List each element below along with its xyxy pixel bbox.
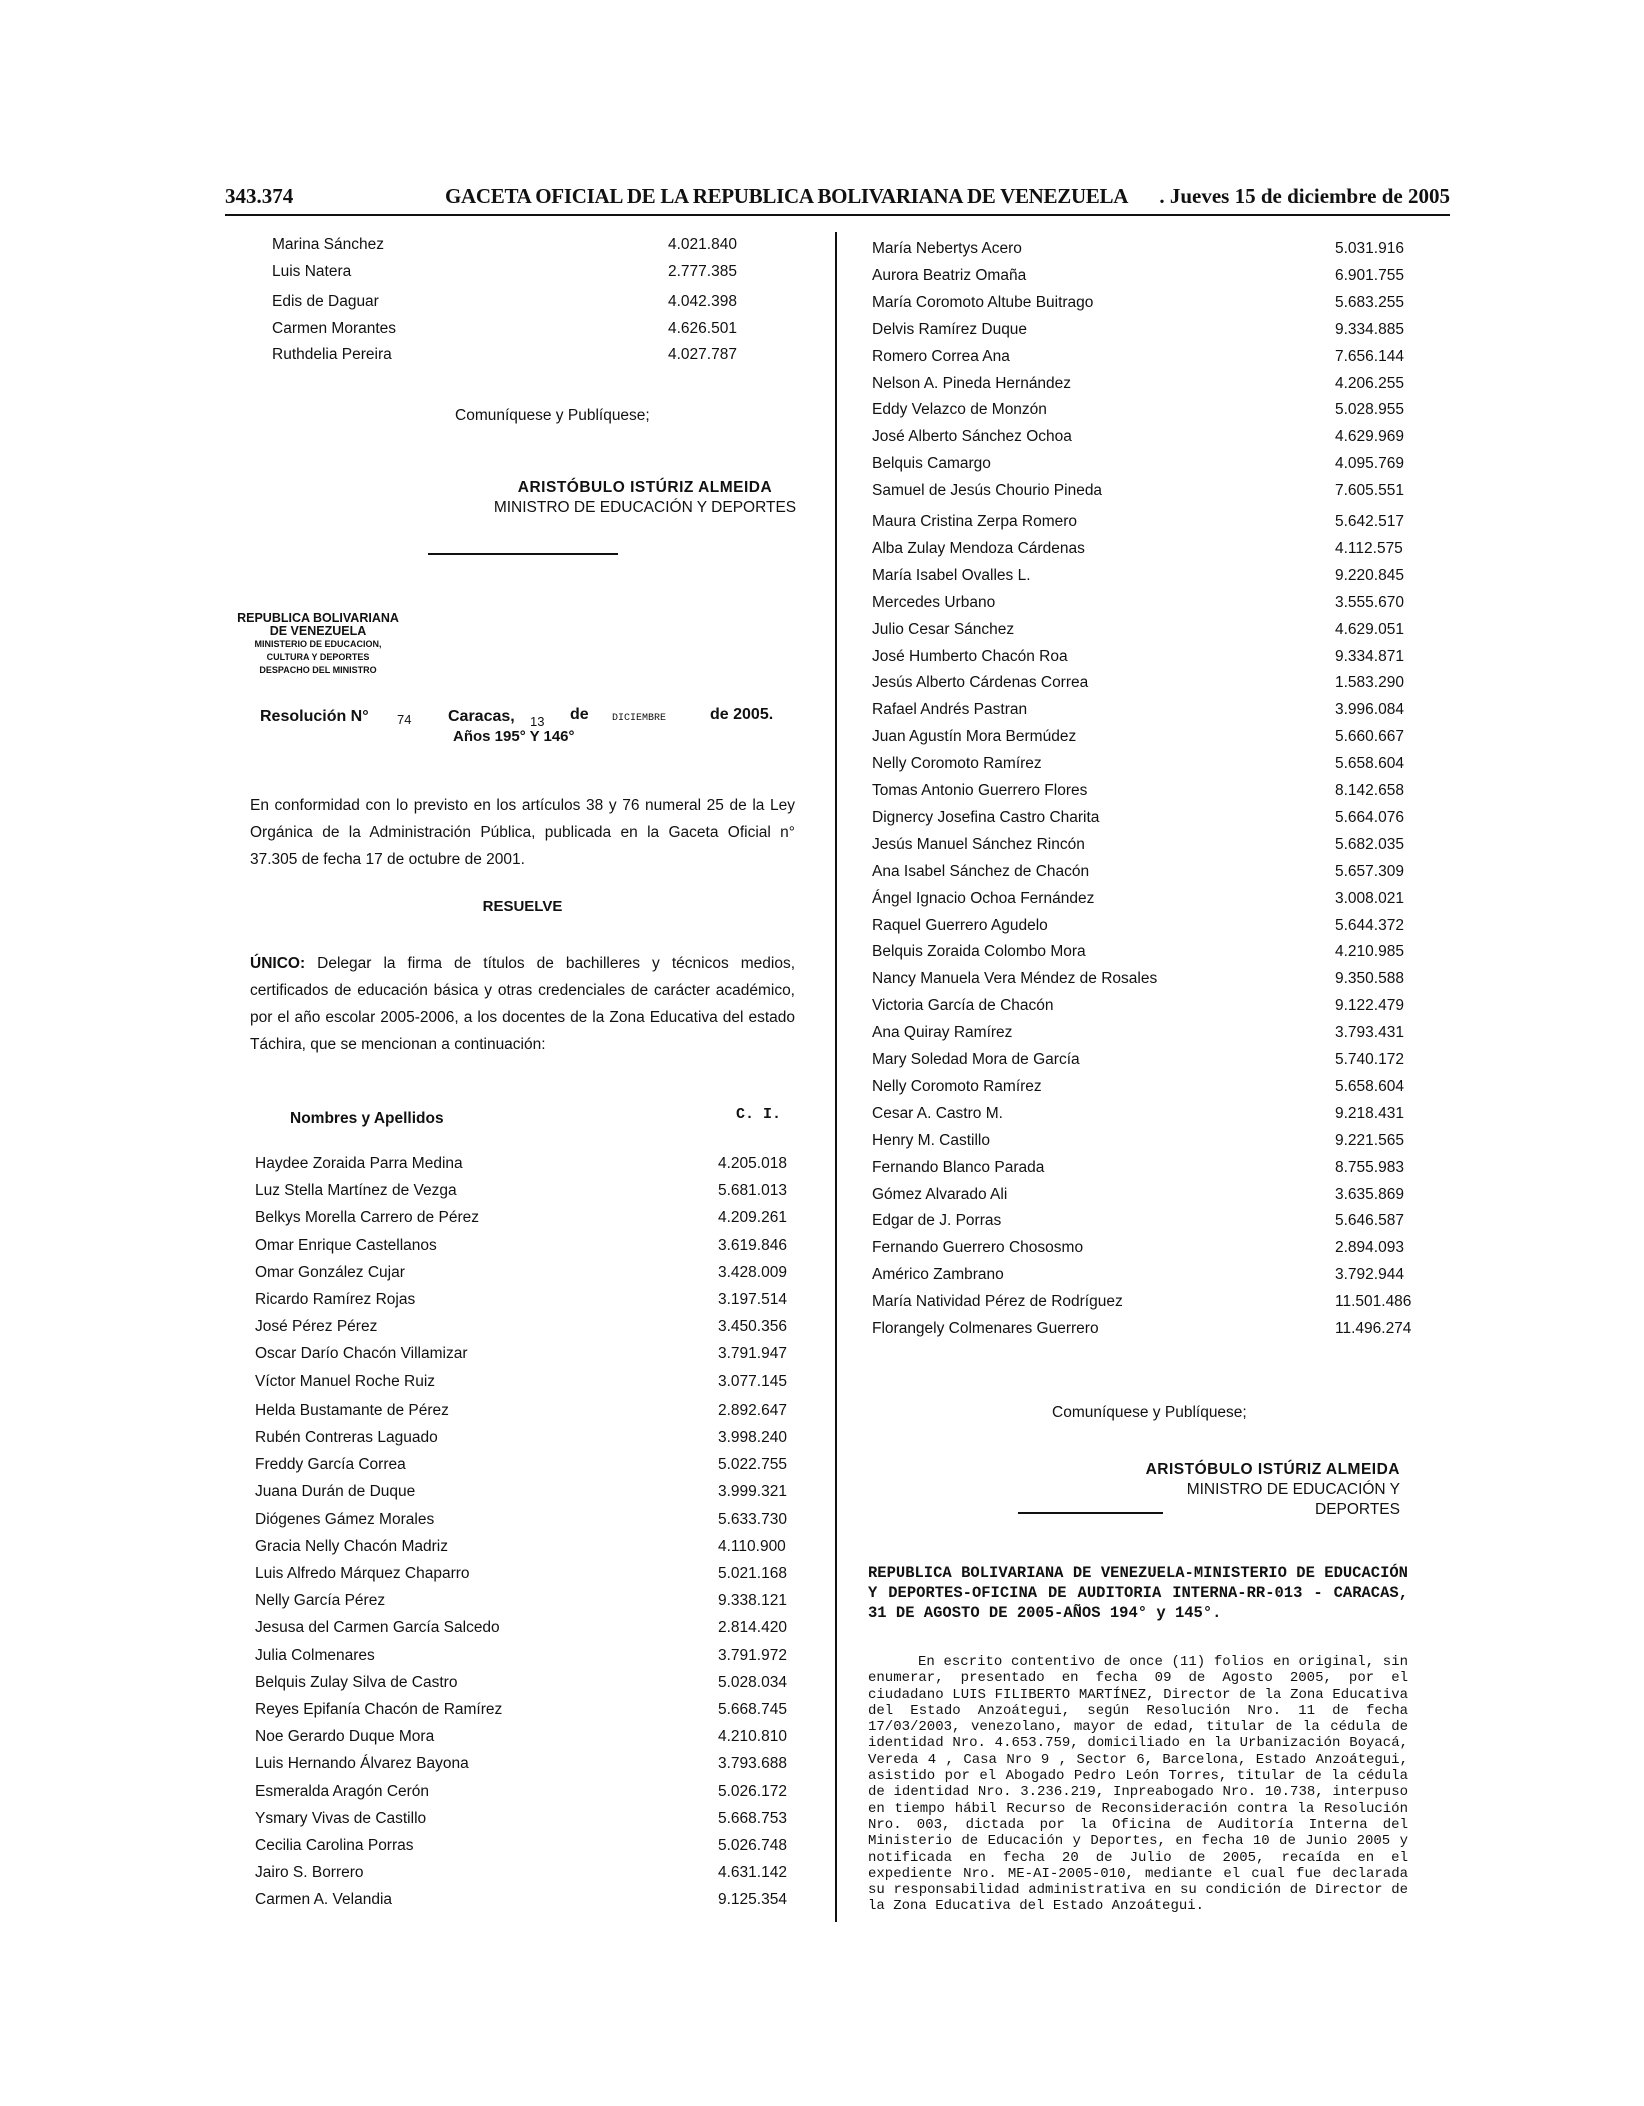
- identity-card-number: 8.142.658: [1335, 782, 1404, 799]
- person-name: Américo Zambrano: [872, 1266, 1004, 1284]
- identity-card-number: 5.031.916: [1335, 240, 1404, 257]
- identity-card-number: 9.221.565: [1335, 1131, 1404, 1149]
- person-name: Ysmary Vivas de Castillo: [255, 1809, 427, 1827]
- person-name: Rafael Andrés Pastran: [872, 701, 1028, 719]
- identity-card-number: 4.027.787: [668, 346, 737, 363]
- list-item: [255, 1891, 828, 1913]
- resolution-year: de 2005.: [710, 706, 774, 723]
- person-name: Ricardo Ramírez Rojas: [255, 1291, 416, 1308]
- column-divider: [835, 232, 837, 1922]
- list-item: [255, 1483, 828, 1505]
- identity-card-number: 3.428.009: [718, 1263, 787, 1281]
- person-name: Luis Natera: [272, 262, 352, 280]
- resolution-day: 13: [530, 714, 545, 729]
- signatory-name: ARISTÓBULO ISTÚRIZ ALMEIDA: [517, 479, 773, 496]
- unico-paragraph: [250, 950, 795, 1058]
- person-name: Rubén Contreras Laguado: [255, 1429, 438, 1446]
- gazette-title: GACETA OFICIAL DE LA REPUBLICA BOLIVARIANA DE VENEZUELA: [445, 184, 1129, 208]
- list-item: [872, 755, 1445, 777]
- identity-card-number: 4.209.261: [718, 1209, 787, 1227]
- person-name: Florangely Colmenares Guerrero: [872, 1320, 1099, 1337]
- person-name: Ruthdelia Pereira: [272, 346, 392, 363]
- signatory-title: MINISTRO DE EDUCACIÓN Y DEPORTES: [1186, 1481, 1400, 1518]
- person-name: Jesusa del Carmen García Salcedo: [255, 1619, 500, 1637]
- letterhead-line: MINISTERIO DE EDUCACION,: [254, 639, 382, 649]
- list-item: [872, 1212, 1445, 1234]
- list-item: [255, 1783, 828, 1805]
- person-name: Omar González Cujar: [255, 1263, 405, 1281]
- identity-card-number: 3.999.321: [718, 1483, 787, 1501]
- person-name: María Coromoto Altube Buitrago: [872, 293, 1094, 311]
- list-item: [272, 293, 778, 315]
- list-item: [255, 1402, 828, 1424]
- identity-card-number: 3.197.514: [718, 1291, 787, 1308]
- resolution-place: Caracas,: [448, 708, 515, 725]
- identity-card-number: 5.658.604: [1335, 1077, 1404, 1095]
- list-item: [872, 943, 1445, 965]
- identity-card-number: 4.112.575: [1335, 539, 1403, 557]
- list-item: [255, 1592, 828, 1614]
- identity-card-number: 5.668.745: [718, 1701, 787, 1718]
- person-name: Marina Sánchez: [272, 236, 385, 253]
- identity-card-number: 5.026.172: [718, 1782, 787, 1800]
- person-name: Juan Agustín Mora Bermúdez: [872, 728, 1077, 746]
- list-item: [872, 1051, 1445, 1073]
- list-item: [872, 428, 1445, 450]
- signature-block-2: [1100, 1460, 1400, 1520]
- letterhead-line: DESPACHO DEL MINISTRO: [259, 665, 377, 675]
- person-name: Samuel de Jesús Chourio Pineda: [872, 482, 1103, 500]
- person-name: Esmeralda Aragón Cerón: [255, 1782, 430, 1800]
- identity-card-number: 9.220.845: [1335, 566, 1404, 584]
- person-name: Luis Hernando Álvarez Bayona: [255, 1755, 469, 1773]
- person-name: María Isabel Ovalles L.: [872, 566, 1031, 584]
- list-item: [872, 1293, 1445, 1315]
- person-name: Luz Stella Martínez de Vezga: [255, 1182, 457, 1200]
- person-name: Delvis Ramírez Duque: [872, 320, 1028, 338]
- list-item: [872, 1024, 1445, 1046]
- column-header-ci: C. I.: [736, 1106, 782, 1123]
- list-item: [872, 917, 1445, 939]
- resuelve-heading: RESUELVE: [482, 898, 563, 915]
- identity-card-number: 4.626.501: [668, 319, 737, 337]
- identity-card-number: 8.755.983: [1335, 1158, 1404, 1176]
- identity-card-number: 5.642.517: [1335, 513, 1404, 530]
- separator-rule-1: [428, 553, 618, 555]
- list-item: [872, 863, 1445, 885]
- person-name: Raquel Guerrero Agudelo: [872, 916, 1048, 934]
- list-item: [872, 321, 1445, 343]
- person-name: Alba Zulay Mendoza Cárdenas: [872, 539, 1085, 557]
- person-name: Cecilia Carolina Porras: [255, 1837, 414, 1854]
- header-rule: [225, 214, 1450, 216]
- person-name: Belquis Zulay Silva de Castro: [255, 1673, 458, 1691]
- list-item: [255, 1345, 828, 1367]
- identity-card-number: 4.110.900: [718, 1537, 786, 1555]
- separator-rule-2: [1018, 1512, 1163, 1514]
- list-item: [872, 728, 1445, 750]
- identity-card-number: 5.681.013: [718, 1182, 787, 1200]
- identity-card-number: 5.028.955: [1335, 401, 1404, 419]
- person-name: Carmen A. Velandia: [255, 1891, 393, 1909]
- identity-card-number: 4.042.398: [668, 293, 737, 310]
- person-name: Luis Alfredo Márquez Chaparro: [255, 1565, 470, 1582]
- list-item: [872, 1159, 1445, 1181]
- identity-card-number: 5.022.755: [718, 1456, 787, 1474]
- list-item: [255, 1701, 828, 1723]
- list-item: [255, 1674, 828, 1696]
- person-name: María Natividad Pérez de Rodríguez: [872, 1293, 1123, 1311]
- identity-card-number: 9.338.121: [718, 1592, 787, 1610]
- letterhead-line: REPUBLICA BOLIVARIANA: [237, 611, 399, 625]
- list-item: [872, 1078, 1445, 1100]
- closing-text-1: Comuníquese y Publíquese;: [455, 407, 650, 424]
- person-name: Mercedes Urbano: [872, 593, 996, 611]
- person-name: José Pérez Pérez: [255, 1318, 378, 1336]
- identity-card-number: 9.334.885: [1335, 320, 1404, 338]
- list-item: [255, 1647, 828, 1669]
- list-item: [255, 1837, 828, 1859]
- list-item: [872, 482, 1445, 504]
- person-name: Julio Cesar Sánchez: [872, 620, 1015, 638]
- person-name: José Humberto Chacón Roa: [872, 647, 1068, 665]
- person-name: Fernando Guerrero Chososmo: [872, 1239, 1084, 1257]
- list-item: [872, 567, 1445, 589]
- person-name: Nancy Manuela Vera Méndez de Rosales: [872, 970, 1158, 988]
- person-name: Oscar Darío Chacón Villamizar: [255, 1345, 468, 1363]
- identity-card-number: 7.605.551: [1335, 482, 1404, 500]
- signature-block-1: [480, 478, 810, 518]
- page-number: 343.374: [225, 184, 294, 208]
- identity-card-number: 2.777.385: [668, 262, 737, 280]
- person-name: Freddy García Correa: [255, 1456, 406, 1474]
- person-name: Cesar A. Castro M.: [872, 1104, 1003, 1122]
- identity-card-number: 9.350.588: [1335, 970, 1404, 988]
- list-item: [872, 621, 1445, 643]
- person-name: Victoria García de Chacón: [872, 997, 1054, 1015]
- person-name: Belquis Camargo: [872, 455, 991, 473]
- list-item: [872, 782, 1445, 804]
- person-name: Gracia Nelly Chacón Madriz: [255, 1537, 448, 1555]
- identity-card-number: 3.008.021: [1335, 889, 1404, 907]
- person-name: Maura Cristina Zerpa Romero: [872, 513, 1078, 530]
- unico-text: Delegar la firma de títulos de bachilleres y técnicos medios, certificados de educación básica y otras credenciales de carácter académico, por el año escolar 2005-2006, a los docentes de la Zona Educativa del estado Táchira, que se mencionan a continuación:: [250, 955, 795, 1053]
- person-name: Diógenes Gámez Morales: [255, 1510, 435, 1528]
- person-name: Jairo S. Borrero: [255, 1864, 364, 1882]
- identity-card-number: 11.496.274: [1335, 1320, 1412, 1337]
- list-item: [255, 1182, 828, 1204]
- column-header-names: Nombres y Apellidos: [290, 1110, 444, 1127]
- identity-card-number: 11.501.486: [1335, 1293, 1412, 1311]
- identity-card-number: 3.996.084: [1335, 701, 1404, 719]
- identity-card-number: 5.658.604: [1335, 755, 1404, 773]
- person-name: Dignercy Josefina Castro Charita: [872, 808, 1100, 826]
- person-name: Ana Isabel Sánchez de Chacón: [872, 862, 1090, 880]
- person-name: Omar Enrique Castellanos: [255, 1236, 437, 1254]
- identity-card-number: 5.028.034: [718, 1673, 787, 1691]
- list-item: [872, 1132, 1445, 1154]
- list-item: [872, 809, 1445, 831]
- person-name: Reyes Epifanía Chacón de Ramírez: [255, 1701, 503, 1718]
- list-item: [872, 1239, 1445, 1261]
- identity-card-number: 6.901.755: [1335, 266, 1404, 284]
- list-item: [255, 1429, 828, 1451]
- identity-card-number: 9.218.431: [1335, 1104, 1404, 1122]
- person-name: Henry M. Castillo: [872, 1131, 990, 1149]
- person-name: Julia Colmenares: [255, 1646, 375, 1664]
- identity-card-number: 5.668.753: [718, 1809, 787, 1827]
- person-name: Noe Gerardo Duque Mora: [255, 1728, 435, 1746]
- identity-card-number: 3.793.688: [718, 1755, 787, 1773]
- signatory-title: MINISTRO DE EDUCACIÓN Y DEPORTES: [493, 499, 797, 516]
- identity-card-number: 3.450.356: [718, 1318, 787, 1336]
- list-item: [255, 1728, 828, 1750]
- person-name: Nelly Coromoto Ramírez: [872, 755, 1042, 773]
- identity-card-number: 5.683.255: [1335, 293, 1404, 311]
- list-item: [872, 348, 1445, 370]
- identity-card-number: 4.206.255: [1335, 374, 1404, 392]
- resolution-de: de: [570, 706, 589, 723]
- audit-resolution-heading: REPUBLICA BOLIVARIANA DE VENEZUELA-MINISTERIO DE EDUCACIÓN Y DEPORTES-OFICINA DE AUDITORIA INTERNA-RR-013 - CARACAS, 31 DE AGOSTO DE 2005-AÑOS 194° y 145°.: [868, 1564, 1408, 1622]
- list-item: [872, 970, 1445, 992]
- identity-card-number: 3.619.846: [718, 1236, 787, 1254]
- person-name: Haydee Zoraida Parra Medina: [255, 1155, 463, 1172]
- list-item: [255, 1511, 828, 1533]
- person-name: Fernando Blanco Parada: [872, 1158, 1045, 1176]
- identity-card-number: 3.793.431: [1335, 1024, 1404, 1042]
- identity-card-number: 5.740.172: [1335, 1051, 1404, 1068]
- list-item: [872, 1320, 1445, 1342]
- person-name: Juana Durán de Duque: [255, 1483, 416, 1501]
- person-name: Nelly Coromoto Ramírez: [872, 1077, 1042, 1095]
- list-item: [872, 375, 1445, 397]
- list-item: [255, 1810, 828, 1832]
- person-name: Helda Bustamante de Pérez: [255, 1401, 449, 1419]
- identity-card-number: 4.629.051: [1335, 620, 1404, 638]
- audit-resolution-paragraph: En escrito contentivo de once (11) folios en original, sin enumerar, presentado en fecha 09 de Agosto 2005, por el ciudadano LUIS FILIBERTO MARTÍNEZ, Director de la Zona Educativa del Estado Anzoátegui, según Resolución Nro. 11 de fecha 17/03/2003, venezolano, mayor de edad, titular de la cédula de identidad Nro. 4.653.759, domiciliado en la Urbanización Boyacá, Vereda 4 , Casa Nro 9 , Sector 6, Barcelona, Estado Anzoátegui, asistido por el Abogado Pedro León Torres, titular de la cédula de identidad Nro. 3.236.219, Inpreabogado Nro. 10.738, interpuso en tiempo hábil Recurso de Reconsideración contra la Resolución Nro. 003, dictada por la Oficina de Auditoría Interna del Ministerio de Educación y Deportes, en fecha 10 de Junio 2005 y notificada en fecha 20 de Julio de 2005, recaída en el expediente Nro. ME-AI-2005-010, mediante el cual fue declarada su responsabilidad administrativa en su condición de Director de la Zona Educativa del Estado Anzoátegui.: [868, 1654, 1408, 1915]
- identity-card-number: 3.077.145: [718, 1372, 787, 1390]
- person-name: Edis de Daguar: [272, 293, 379, 310]
- identity-card-number: 4.629.969: [1335, 428, 1404, 446]
- list-item: [255, 1565, 828, 1587]
- resolution-month: DICIEMBRE: [612, 713, 667, 724]
- page-header: [225, 180, 1450, 216]
- list-item: [255, 1155, 828, 1177]
- list-item: [255, 1291, 828, 1313]
- list-item: [255, 1264, 828, 1286]
- person-name: Romero Correa Ana: [872, 347, 1010, 365]
- identity-card-number: 3.791.947: [718, 1345, 787, 1363]
- identity-card-number: 2.894.093: [1335, 1239, 1404, 1257]
- identity-card-number: 3.792.944: [1335, 1266, 1404, 1284]
- list-item: [872, 240, 1445, 262]
- list-item: [255, 1237, 828, 1259]
- person-name: Nelly García Pérez: [255, 1592, 386, 1610]
- list-item: [255, 1373, 828, 1395]
- list-item: [872, 594, 1445, 616]
- signatory-name: ARISTÓBULO ISTÚRIZ ALMEIDA: [1145, 1461, 1400, 1478]
- person-name: Ángel Ignacio Ochoa Fernández: [872, 889, 1095, 907]
- list-item: [872, 455, 1445, 477]
- list-item: [872, 997, 1445, 1019]
- person-name: Mary Soledad Mora de García: [872, 1051, 1080, 1068]
- list-item: [872, 836, 1445, 858]
- person-name: Víctor Manuel Roche Ruiz: [255, 1372, 436, 1390]
- list-item: [872, 648, 1445, 670]
- list-item: [872, 701, 1445, 723]
- ministry-letterhead: [228, 612, 408, 677]
- person-name: Edgar de J. Porras: [872, 1212, 1002, 1230]
- identity-card-number: 2.814.420: [718, 1619, 787, 1637]
- identity-card-number: 5.664.076: [1335, 808, 1404, 826]
- identity-card-number: 4.095.769: [1335, 455, 1404, 473]
- list-item: [272, 346, 778, 368]
- list-item: [872, 1266, 1445, 1288]
- identity-card-number: 5.021.168: [718, 1565, 787, 1582]
- identity-card-number: 1.583.290: [1335, 674, 1404, 692]
- identity-card-number: 4.210.985: [1335, 943, 1404, 961]
- list-item: [872, 513, 1445, 535]
- list-item: [872, 674, 1445, 696]
- list-item: [255, 1209, 828, 1231]
- unico-label: ÚNICO:: [250, 955, 306, 972]
- closing-text-2: Comuníquese y Publíquese;: [1052, 1404, 1247, 1421]
- identity-card-number: 9.334.871: [1335, 647, 1404, 665]
- publication-date: . Jueves 15 de diciembre de 2005: [1159, 184, 1450, 208]
- list-item: [272, 263, 778, 285]
- person-name: Aurora Beatriz Omaña: [872, 266, 1027, 284]
- identity-card-number: 5.660.667: [1335, 728, 1404, 746]
- list-item: [872, 890, 1445, 912]
- resolution-number: 74: [397, 712, 412, 727]
- resolution-label: Resolución N°: [260, 708, 369, 725]
- list-item: [272, 236, 778, 258]
- letterhead-line: DE VENEZUELA: [269, 624, 367, 638]
- identity-card-number: 2.892.647: [718, 1401, 787, 1419]
- list-item: [872, 540, 1445, 562]
- person-name: Jesús Manuel Sánchez Rincón: [872, 835, 1085, 853]
- resolution-years: Años 195° Y 146°: [453, 728, 575, 745]
- person-name: Ana Quiray Ramírez: [872, 1024, 1013, 1042]
- person-name: Jesús Alberto Cárdenas Correa: [872, 674, 1089, 692]
- person-name: Nelson A. Pineda Hernández: [872, 374, 1072, 392]
- identity-card-number: 4.021.840: [668, 236, 737, 253]
- person-name: Belquis Zoraida Colombo Mora: [872, 943, 1086, 961]
- list-item: [255, 1755, 828, 1777]
- identity-card-number: 5.633.730: [718, 1510, 787, 1528]
- identity-card-number: 5.646.587: [1335, 1212, 1404, 1230]
- identity-card-number: 4.205.018: [718, 1155, 787, 1172]
- list-item: [255, 1619, 828, 1641]
- identity-card-number: 3.998.240: [718, 1429, 787, 1446]
- person-name: Belkys Morella Carrero de Pérez: [255, 1209, 479, 1227]
- person-name: José Alberto Sánchez Ochoa: [872, 428, 1072, 446]
- identity-card-number: 5.682.035: [1335, 835, 1404, 853]
- identity-card-number: 3.791.972: [718, 1646, 787, 1664]
- identity-card-number: 3.635.869: [1335, 1185, 1404, 1203]
- list-item: [255, 1456, 828, 1478]
- list-item: [872, 294, 1445, 316]
- preamble-paragraph: En conformidad con lo previsto en los artículos 38 y 76 numeral 25 de la Ley Orgánica de la Administración Pública, publicada en la Gaceta Oficial n° 37.305 de fecha 17 de octubre de 2001.: [250, 797, 795, 868]
- letterhead-line: CULTURA Y DEPORTES: [266, 652, 370, 662]
- person-name: Eddy Velazco de Monzón: [872, 401, 1047, 419]
- person-name: Tomas Antonio Guerrero Flores: [872, 782, 1088, 799]
- list-item: [272, 320, 778, 342]
- person-name: Carmen Morantes: [272, 319, 397, 337]
- list-item: [255, 1864, 828, 1886]
- person-name: María Nebertys Acero: [872, 240, 1022, 257]
- identity-card-number: 7.656.144: [1335, 347, 1404, 365]
- identity-card-number: 3.555.670: [1335, 593, 1404, 611]
- list-item: [872, 1186, 1445, 1208]
- identity-card-number: 4.631.142: [718, 1864, 787, 1882]
- identity-card-number: 5.644.372: [1335, 916, 1404, 934]
- list-item: [255, 1318, 828, 1340]
- list-item: [872, 1105, 1445, 1127]
- list-item: [255, 1538, 828, 1560]
- identity-card-number: 9.125.354: [718, 1891, 787, 1909]
- person-name: Gómez Alvarado Ali: [872, 1185, 1008, 1203]
- identity-card-number: 5.026.748: [718, 1837, 787, 1854]
- identity-card-number: 9.122.479: [1335, 997, 1404, 1015]
- list-item: [872, 401, 1445, 423]
- identity-card-number: 5.657.309: [1335, 862, 1404, 880]
- identity-card-number: 4.210.810: [718, 1728, 787, 1746]
- list-item: [872, 267, 1445, 289]
